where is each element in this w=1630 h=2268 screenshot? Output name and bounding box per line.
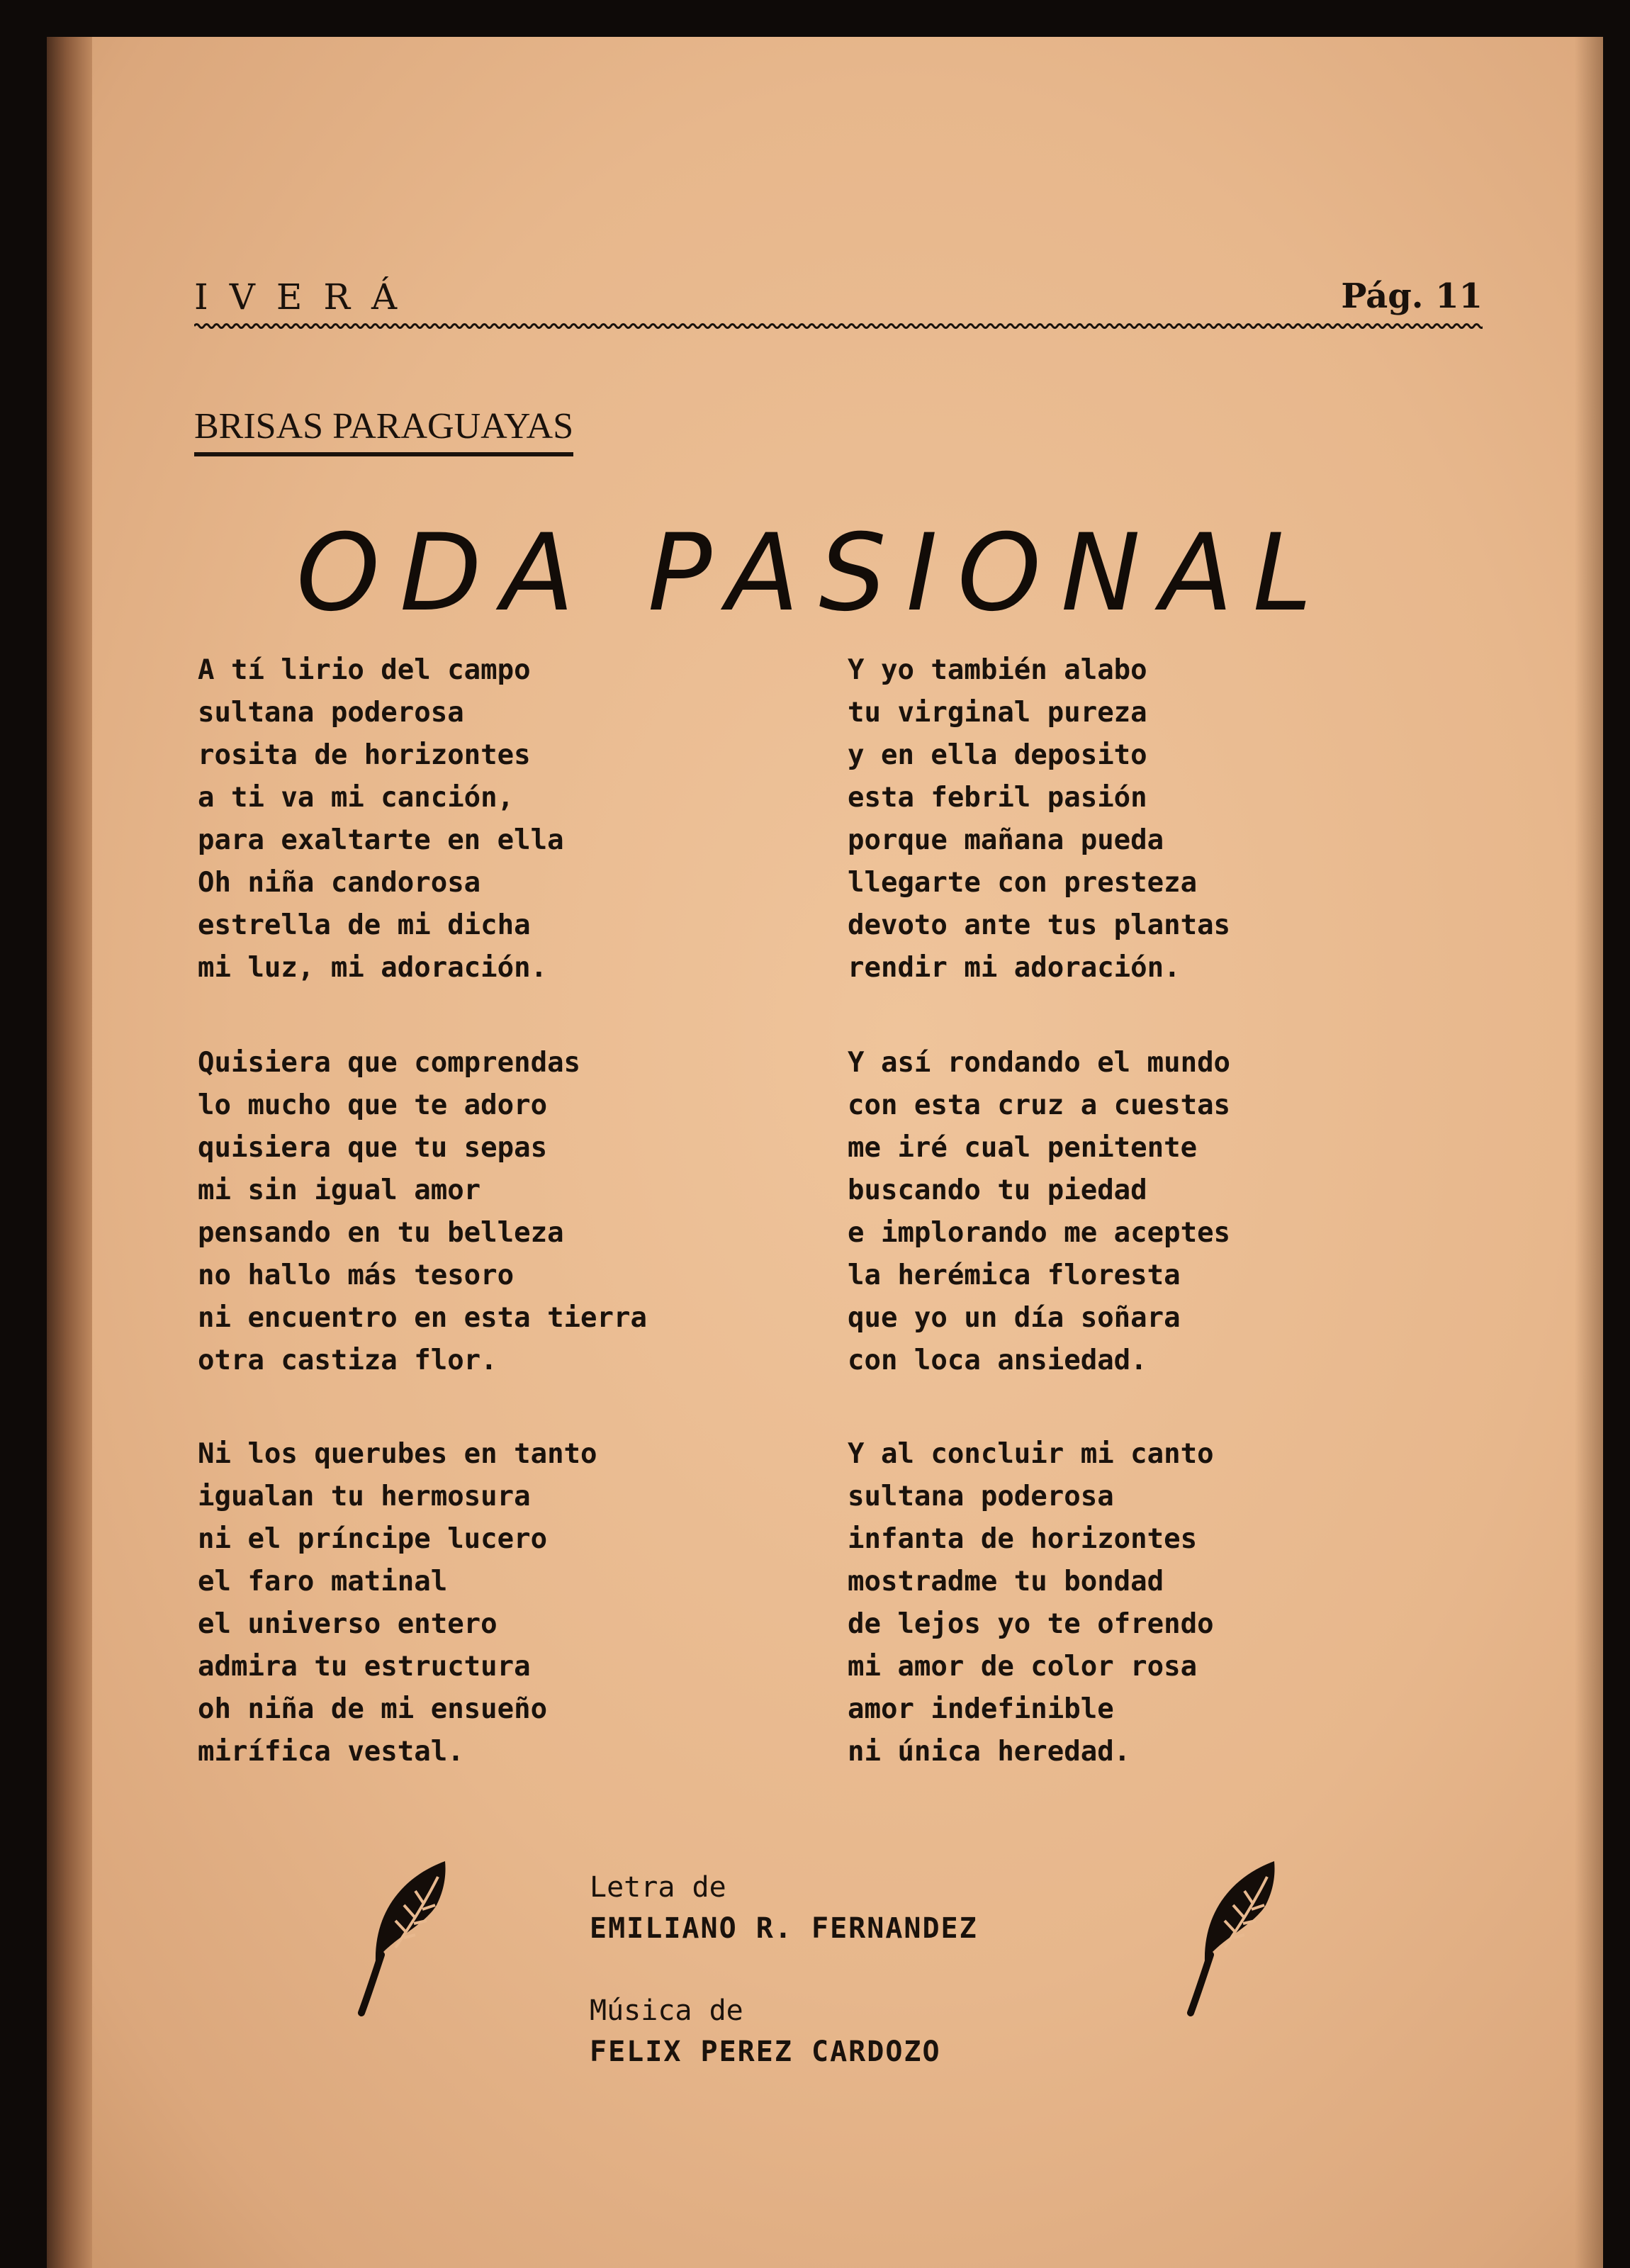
- stanza-left-3: [198, 1433, 708, 1773]
- poem-line: me iré cual penitente: [848, 1132, 1198, 1164]
- poem-line: el faro matinal: [198, 1566, 448, 1598]
- poem-line: de lejos yo te ofrendo: [848, 1608, 1214, 1640]
- poem-line: con esta cruz a cuestas: [848, 1089, 1231, 1121]
- poem-line: buscando tu piedad: [848, 1174, 1147, 1206]
- stanza-right-3: [848, 1433, 1358, 1773]
- poem-line: A tí lirio del campo: [198, 654, 531, 686]
- poem-line: la herémica floresta: [848, 1259, 1181, 1291]
- poem-line: quisiera que tu sepas: [198, 1132, 548, 1164]
- wavy-rule: [194, 319, 1483, 333]
- poem-line: y en ella deposito: [848, 739, 1147, 771]
- poem-line: mirífica vestal.: [198, 1736, 464, 1768]
- poem-line: oh niña de mi ensueño: [198, 1693, 548, 1725]
- stanza-right-1: [848, 649, 1358, 989]
- poem-line: que yo un día soñara: [848, 1302, 1181, 1334]
- book-spine: [47, 37, 92, 2268]
- poem-line: esta febril pasión: [848, 782, 1147, 814]
- leaf-ornament-icon: [353, 1856, 459, 2019]
- poem-line: estrella de mi dicha: [198, 909, 531, 941]
- music-author: FELIX PEREZ CARDOZO: [590, 2036, 941, 2068]
- lyrics-author: EMILIANO R. FERNANDEZ: [590, 1912, 978, 1945]
- poem-line: pensando en tu belleza: [198, 1217, 564, 1249]
- poem-line: sultana poderosa: [198, 697, 464, 729]
- poem-line: mi amor de color rosa: [848, 1651, 1198, 1683]
- music-label: Música de: [590, 1994, 743, 2027]
- poem-line: rosita de horizontes: [198, 739, 531, 771]
- poem-line: Quisiera que comprendas: [198, 1047, 581, 1079]
- magazine-page: [47, 37, 1603, 2268]
- poem-line: e implorando me aceptes: [848, 1217, 1231, 1249]
- poem-line: Y al concluir mi canto: [848, 1438, 1214, 1470]
- poem-line: devoto ante tus plantas: [848, 909, 1231, 941]
- poem-line: mi sin igual amor: [198, 1174, 481, 1206]
- poem-line: tu virginal pureza: [848, 697, 1147, 729]
- lyrics-label: Letra de: [590, 1871, 726, 1904]
- stanza-left-1: [198, 649, 708, 989]
- stanza-right-2: [848, 1042, 1358, 1382]
- credits: [590, 1867, 978, 2072]
- poem-line: Ni los querubes en tanto: [198, 1438, 597, 1470]
- poem-line: porque mañana pueda: [848, 824, 1164, 856]
- poem-line: sultana poderosa: [848, 1481, 1114, 1512]
- page-number: Pág. 11: [1341, 276, 1483, 316]
- poem-line: ni encuentro en esta tierra: [198, 1302, 647, 1334]
- poem-line: ni el príncipe lucero: [198, 1523, 548, 1555]
- page-edge-shadow: [1575, 37, 1603, 2268]
- running-header: [194, 262, 1483, 319]
- poem-line: llegarte con presteza: [848, 867, 1198, 899]
- leaf-ornament-icon: [1182, 1856, 1288, 2019]
- poem-line: lo mucho que te adoro: [198, 1089, 548, 1121]
- poem-line: rendir mi adoración.: [848, 952, 1181, 984]
- poem-line: mostradme tu bondad: [848, 1566, 1164, 1598]
- poem-line: amor indefinible: [848, 1693, 1114, 1725]
- poem-line: infanta de horizontes: [848, 1523, 1198, 1555]
- poem-line: Y así rondando el mundo: [848, 1047, 1231, 1079]
- poem-line: para exaltarte en ella: [198, 824, 564, 856]
- poem-line: el universo entero: [198, 1608, 498, 1640]
- section-heading: BRISAS PARAGUAYAS: [194, 404, 573, 456]
- poem-title: ODA PASIONAL: [296, 512, 1332, 635]
- poem-line: a ti va mi canción,: [198, 782, 515, 814]
- poem-line: no hallo más tesoro: [198, 1259, 515, 1291]
- poem-line: Oh niña candorosa: [198, 867, 481, 899]
- poem-line: igualan tu hermosura: [198, 1481, 531, 1512]
- poem-line: ni única heredad.: [848, 1736, 1131, 1768]
- poem-line: con loca ansiedad.: [848, 1344, 1147, 1376]
- stanza-left-2: [198, 1042, 708, 1382]
- poem-line: admira tu estructura: [198, 1651, 531, 1683]
- magazine-title: IVERÁ: [194, 276, 419, 318]
- poem-line: Y yo también alabo: [848, 654, 1147, 686]
- poem-line: otra castiza flor.: [198, 1344, 498, 1376]
- poem-line: mi luz, mi adoración.: [198, 952, 548, 984]
